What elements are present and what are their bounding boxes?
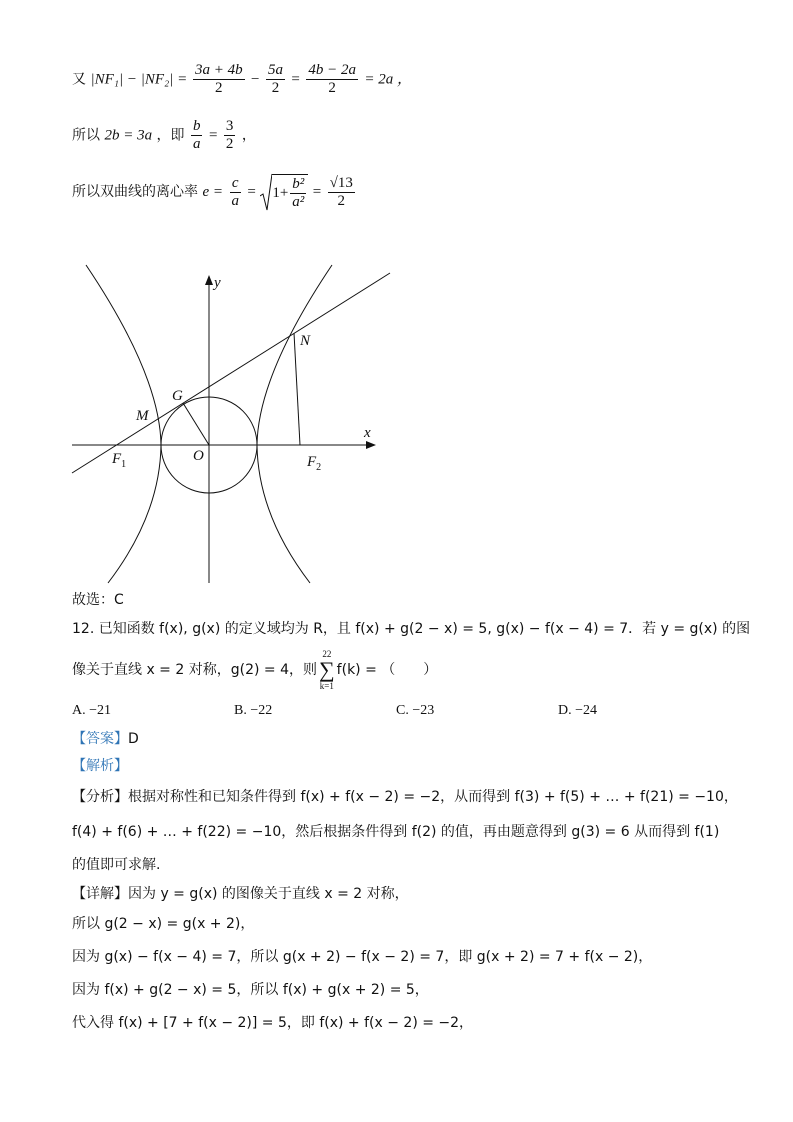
xiangjie-line-5: 代入得 f(x) + [7 + f(x − 2)] = 5，即 f(x) + f(x − 2) = −2， — [72, 1015, 474, 1031]
equation-line-3: 所以双曲线的离心率 e = $\frac{c}{a}$ = 1+ $\frac{\text{b²}}{\text{a²}}$ = $\frac{√13}{2}$ — [72, 172, 357, 212]
answer-choice-line: 故选：C — [72, 592, 124, 608]
segment-nf2 — [294, 333, 300, 445]
label-n: N — [300, 333, 311, 349]
sqrt-expression: 1+ $\frac{\text{b²}}{\text{a²}}$ — [260, 172, 308, 212]
option-d: D. −24 — [558, 703, 598, 718]
option-c: C. −23 — [396, 703, 435, 718]
question-12-line-2 — [72, 650, 437, 690]
fraction: $\frac{√13}{2}$ — [329, 174, 353, 209]
fenxi-label: 【分析】 — [72, 789, 128, 805]
question-12-line-1: 12. 已知函数 f(x), g(x) 的定义域均为 R，且 f(x) + g(2 − x) = 5, g(x) − f(x − 4) = 7．若 y = g(x) 的图 — [72, 621, 751, 637]
segment-og — [183, 403, 209, 445]
answer-value: D — [128, 731, 139, 747]
expr-tail: = 2a ， — [364, 71, 413, 88]
equation-line-1: 又 |NF₁| − |NF₂| = $\frac{3a + 4b}{2}$ − $\frac{5a}{2}$ = $\frac{4b - 2a}{2}$ = 2a ， — [72, 62, 413, 96]
label-g: G — [172, 388, 183, 404]
label-f1: $F_1$ — [112, 451, 127, 470]
fraction: $\frac{b}{a}$ — [192, 118, 201, 152]
hyperbola-right-branch — [257, 265, 332, 583]
xiangjie-line-4: 因为 f(x) + g(2 − x) = 5，所以 f(x) + g(x + 2) = 5， — [72, 982, 429, 998]
tangent-line — [72, 273, 390, 473]
answer-label: 【答案】 — [72, 731, 128, 747]
analysis-label: 【解析】 — [72, 758, 128, 774]
expr: 2b = 3a — [104, 127, 153, 144]
xiangjie-label: 【详解】 — [72, 886, 128, 902]
label-m: M — [136, 408, 149, 424]
xiangjie-line-3: 因为 g(x) − f(x − 4) = 7，所以 g(x + 2) − f(x − 2) = 7，即 g(x + 2) = 7 + f(x − 2)， — [72, 949, 653, 965]
option-a: A. −21 — [72, 703, 112, 718]
fenxi-line-2: f(4) + f(6) + … + f(22) = −10，然后根据条件得到 f(2) 的值，再由题意得到 g(3) = 6 从而得到 f(1) — [72, 824, 720, 840]
fraction: $\frac{3a + 4b}{2}$ — [194, 62, 243, 96]
fraction: $\frac{c}{a}$ — [231, 174, 239, 209]
fenxi-line-3: 的值即可求解. — [72, 857, 161, 873]
fraction: $\frac{5a}{2}$ — [267, 62, 283, 96]
text: ，即 — [156, 127, 185, 144]
expr: |NF₁| − |NF₂| = — [90, 71, 191, 88]
fenxi-line-1 — [72, 787, 738, 807]
option-b: B. −22 — [234, 703, 273, 718]
x-axis-arrow-icon — [366, 441, 376, 449]
fraction: $\frac{\text{b²}}{\text{a²}}$ — [292, 175, 305, 210]
fraction: $\frac{3}{2}$ — [225, 118, 234, 152]
y-axis-arrow-icon — [205, 275, 213, 285]
text: 像关于直线 x = 2 对称，g(2) = 4，则 — [72, 662, 317, 678]
expr: e = — [202, 184, 223, 200]
xiangjie-line-1 — [72, 884, 409, 904]
text: ， — [241, 127, 256, 144]
fraction: $\frac{4b - 2a}{2}$ — [308, 62, 356, 96]
xiangjie-line-2: 所以 g(2 − x) = g(x + 2)， — [72, 916, 255, 932]
text: 又 — [72, 71, 86, 88]
summation: 22 ∑ k=1 — [318, 649, 335, 691]
radical-sign-icon — [260, 172, 272, 212]
text: 所以 — [72, 127, 100, 144]
label-o: O — [193, 448, 204, 464]
text: 根据对称性和已知条件得到 f(x) + f(x − 2) = −2，从而得到 f(3) + f(5) + … + f(21) = −10， — [128, 789, 738, 805]
text: 所以双曲线的离心率 — [72, 184, 198, 200]
answer-line — [72, 729, 139, 749]
text: 因为 y = g(x) 的图像关于直线 x = 2 对称， — [128, 886, 409, 902]
text: f(k) = （ ） — [336, 662, 438, 678]
equation-line-2: 所以 2b = 3a ，即 $\frac{b}{a}$ = $\frac{3}{2}$ ， — [72, 118, 256, 152]
label-f2: $F_2$ — [307, 454, 322, 473]
label-y: y — [214, 275, 221, 291]
label-x: x — [364, 425, 371, 441]
hyperbola-figure — [0, 255, 420, 595]
